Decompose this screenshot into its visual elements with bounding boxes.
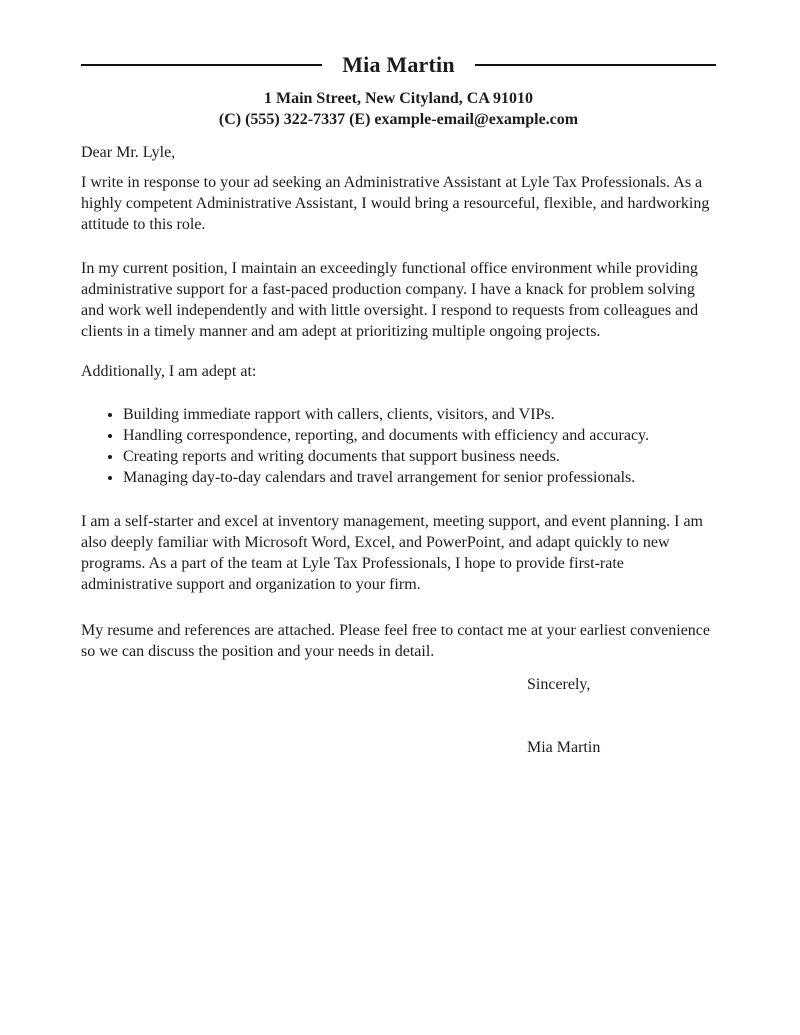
page-title: Mia Martin xyxy=(342,52,455,77)
signature-name: Mia Martin xyxy=(527,739,601,756)
header-rule-left xyxy=(81,64,322,67)
list-item: • Managing day-to-day calendars and travel arrangement for senior professionals. xyxy=(123,467,716,488)
phone-email-line: (C) (555) 322-7337 (E) example-email@example.com xyxy=(218,111,579,128)
list-item: • Creating reports and writing documents that support business needs. xyxy=(123,446,716,467)
header-rule-right xyxy=(475,64,716,67)
list-intro: Additionally, I am adept at: xyxy=(81,363,257,380)
paragraph-self-starter: I am a self-starter and excel at inventory management, meeting support, and event planning. I am also deeply familiar with Microsoft Word, Excel, and PowerPoint, and adapt quickly to new programs. As a part of the team at Lyle Tax Professionals, I hope to provide first-rate administrative support and organization to your firm. xyxy=(81,513,703,593)
address-line: 1 Main Street, New Cityland, CA 91010 xyxy=(263,90,534,107)
list-item: • Building immediate rapport with callers, clients, visitors, and VIPs. xyxy=(123,404,716,425)
paragraph-resume: My resume and references are attached. Please feel free to contact me at your earliest convenience so we can discuss the position and your needs in detail. xyxy=(81,622,710,660)
paragraph-current-position: In my current position, I maintain an exceedingly functional office environment while providing administrative support for a fast-paced production company. I have a knack for problem solving and work well independently and with little oversight. I respond to requests from colleagues and clients in a timely manner and am adept at prioritizing multiple ongoing projects. xyxy=(81,260,699,340)
list-item: • Handling correspondence, reporting, and documents with efficiency and accuracy. xyxy=(123,425,716,446)
paragraph-intro: I write in response to your ad seeking an Administrative Assistant at Lyle Tax Professionals. As a highly competent Administrative Assistant, I would bring a resourceful, flexible, and hardworking attitude to this role. xyxy=(81,174,710,233)
closing-word: Sincerely, xyxy=(527,676,591,693)
letter-header xyxy=(81,50,716,80)
closing-block xyxy=(527,674,716,758)
contact-block xyxy=(81,88,716,130)
salutation: Dear Mr. Lyle, xyxy=(81,144,176,161)
skills-bullet-list xyxy=(81,404,716,488)
